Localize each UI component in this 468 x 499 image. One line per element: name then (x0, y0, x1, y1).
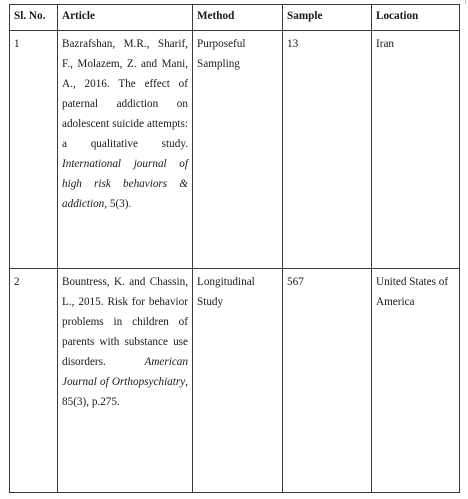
table-header-row (10, 5, 460, 31)
cell-article (58, 31, 193, 269)
header-location: Location (372, 5, 460, 31)
article-tail: (3), p.275. (73, 396, 120, 408)
corner-mark: 1 (464, 0, 467, 6)
article-citation: Bazrafshan, M.R., Sharif, F., Molazem, Z. and Mani, A., 2016. The effect of paternal addiction on adolescent suicide attempts: a qualitative study. (62, 38, 188, 150)
table-row (10, 269, 460, 493)
cell-sample: 567 (283, 269, 372, 493)
article-journal: International journal of high risk behaviors & addiction (62, 158, 188, 210)
cell-sl-no: 2 (10, 269, 58, 493)
cell-method: Purposeful Sampling (193, 31, 283, 269)
header-method: Method (193, 5, 283, 31)
cell-sample: 13 (283, 31, 372, 269)
article-tail: (3). (115, 198, 132, 210)
cell-method: Longitudinal Study (193, 269, 283, 493)
header-sample: Sample (283, 5, 372, 31)
literature-table (9, 4, 460, 493)
cell-location: Iran (372, 31, 460, 269)
cell-sl-no: 1 (10, 31, 58, 269)
article-journal: American Journal of Orthopsychiatry (62, 356, 188, 388)
article-volume-sep: , 5 (104, 198, 116, 210)
cell-article (58, 269, 193, 493)
article-citation: Bountress, K. and Chassin, L., 2015. Risk for behavior problems in children of parents with substance use disorders. (62, 276, 188, 368)
header-article: Article (58, 5, 193, 31)
header-sl-no: Sl. No. (10, 5, 58, 31)
table-row (10, 31, 460, 269)
article-volume-sep: , 85 (62, 376, 188, 408)
cell-location: United States of America (372, 269, 460, 493)
